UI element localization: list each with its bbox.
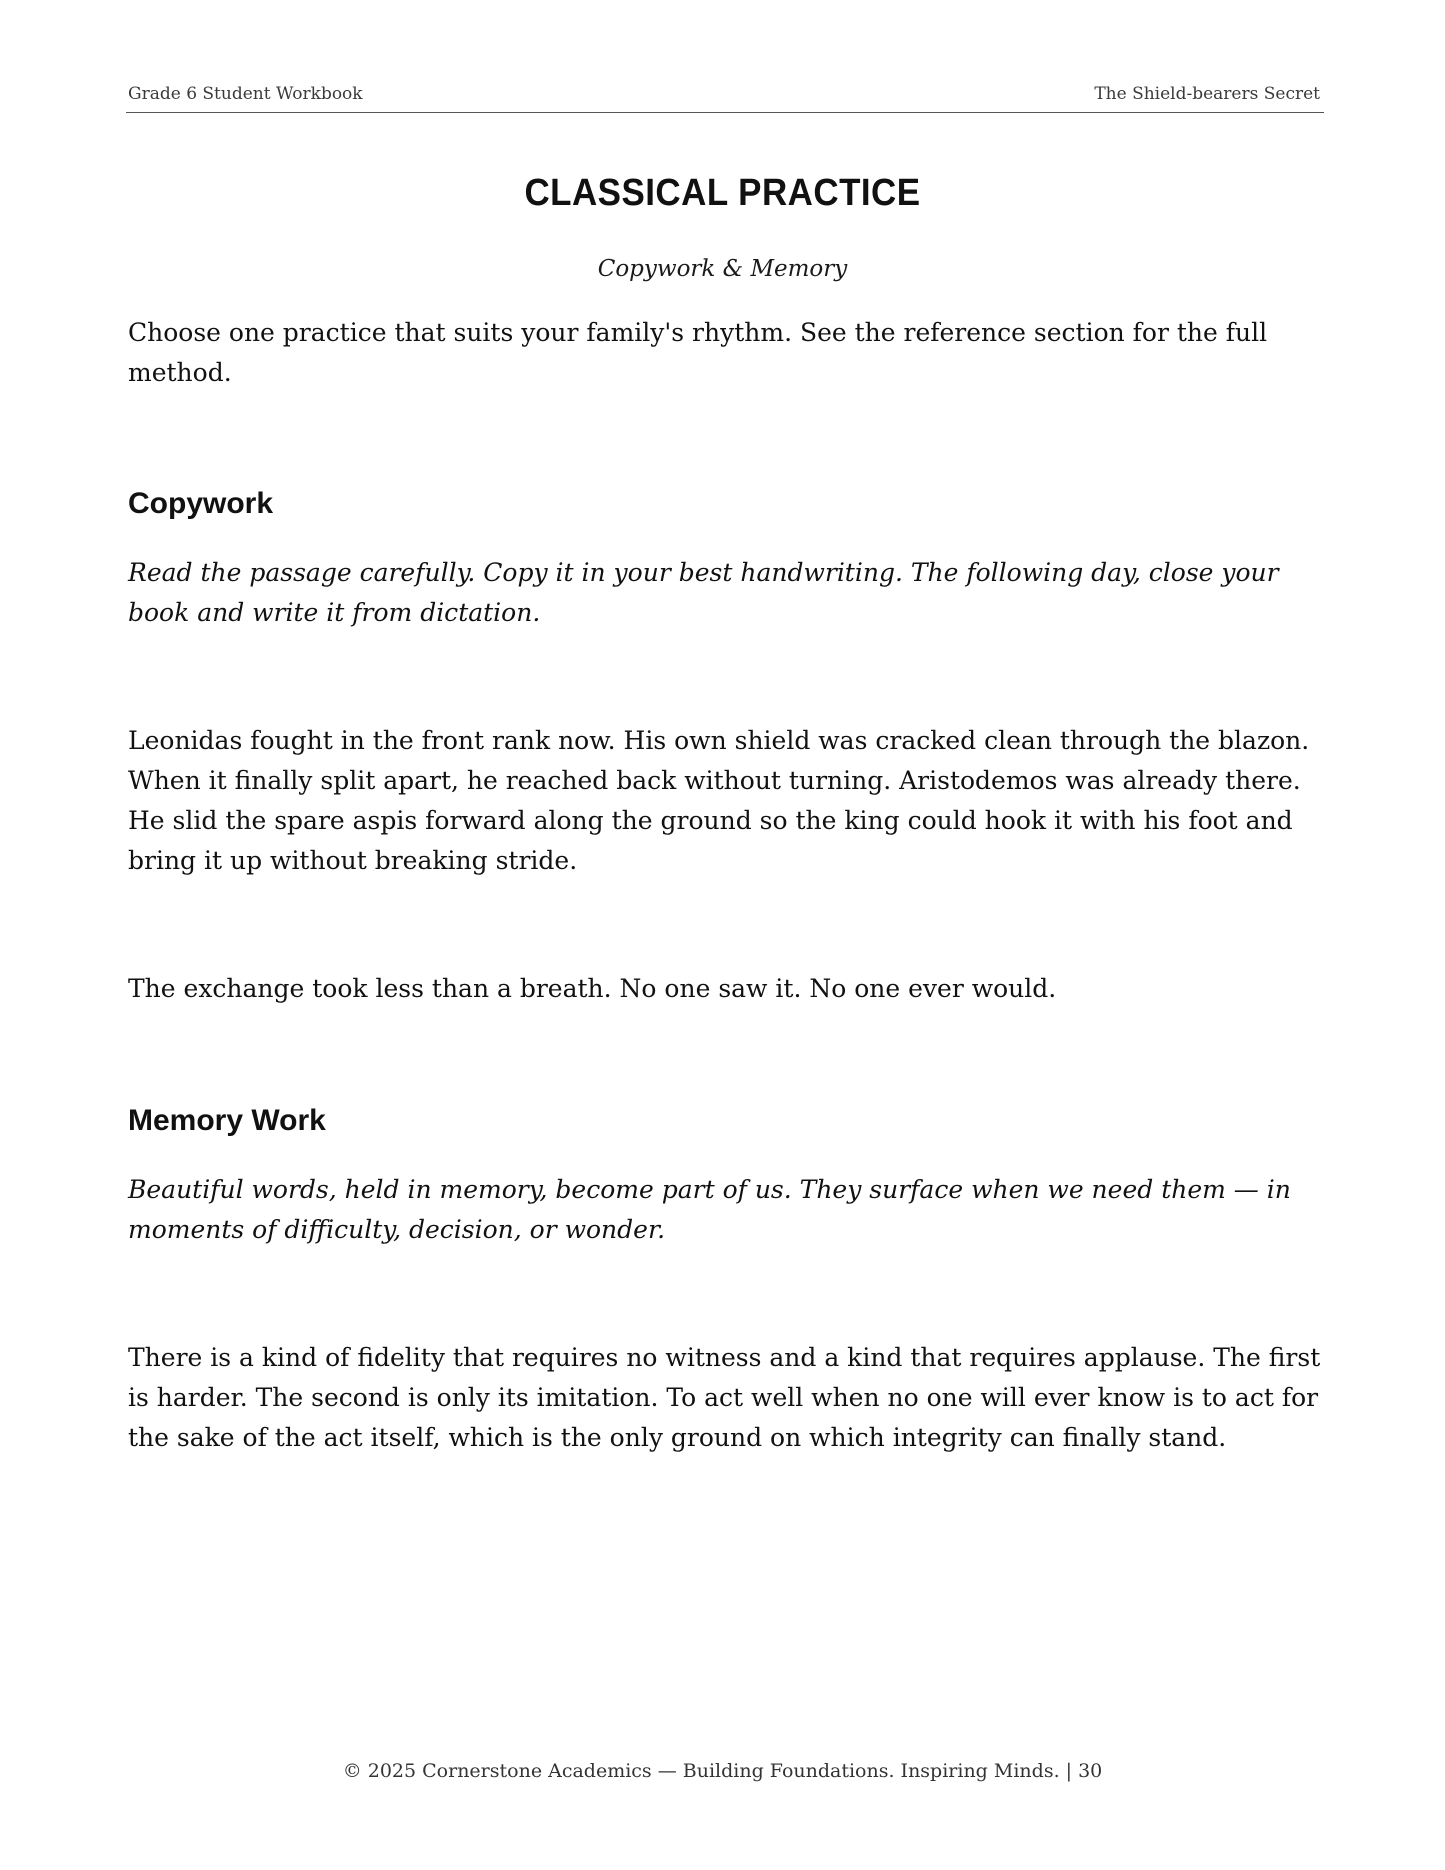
memory-work-heading: Memory Work <box>128 1104 326 1137</box>
header-workbook-title: Grade 6 Student Workbook <box>128 84 363 104</box>
running-header <box>126 82 1324 113</box>
page-subtitle: Copywork & Memory <box>597 256 848 282</box>
copywork-instructions: Read the passage carefully. Copy it in your best handwriting. The following day, close your book and write it from dictation. <box>128 558 1279 627</box>
copywork-passage-2: The exchange took less than a breath. No one saw it. No one ever would. <box>128 974 1057 1003</box>
page-footer: © 2025 Cornerstone Academics — Building Foundations. Inspiring Minds. | 30 <box>342 1760 1103 1782</box>
memory-work-passage: There is a kind of fidelity that requires no witness and a kind that requires applause. The first is harder. The second is only its imitation. To act well when no one will ever know is to act for the sake of the act itself, which is the only ground on which integrity can finally stand. <box>128 1343 1321 1452</box>
copywork-heading: Copywork <box>128 487 274 520</box>
header-book-title: The Shield-bearers Secret <box>1094 84 1320 104</box>
page-title: CLASSICAL PRACTICE <box>524 172 921 214</box>
copywork-passage-1: Leonidas fought in the front rank now. His own shield was cracked clean through the blazon. When it finally split apart, he reached back without turning. Aristodemos was already there. He slid the spare aspis forward along the ground so the king could hook it with his foot and bring it up without breaking stride. <box>128 726 1310 875</box>
intro-paragraph: Choose one practice that suits your family's rhythm. See the reference section for the full method. <box>128 318 1268 387</box>
memory-work-instructions: Beautiful words, held in memory, become part of us. They surface when we need them — in moments of difficulty, decision, or wonder. <box>128 1175 1291 1244</box>
